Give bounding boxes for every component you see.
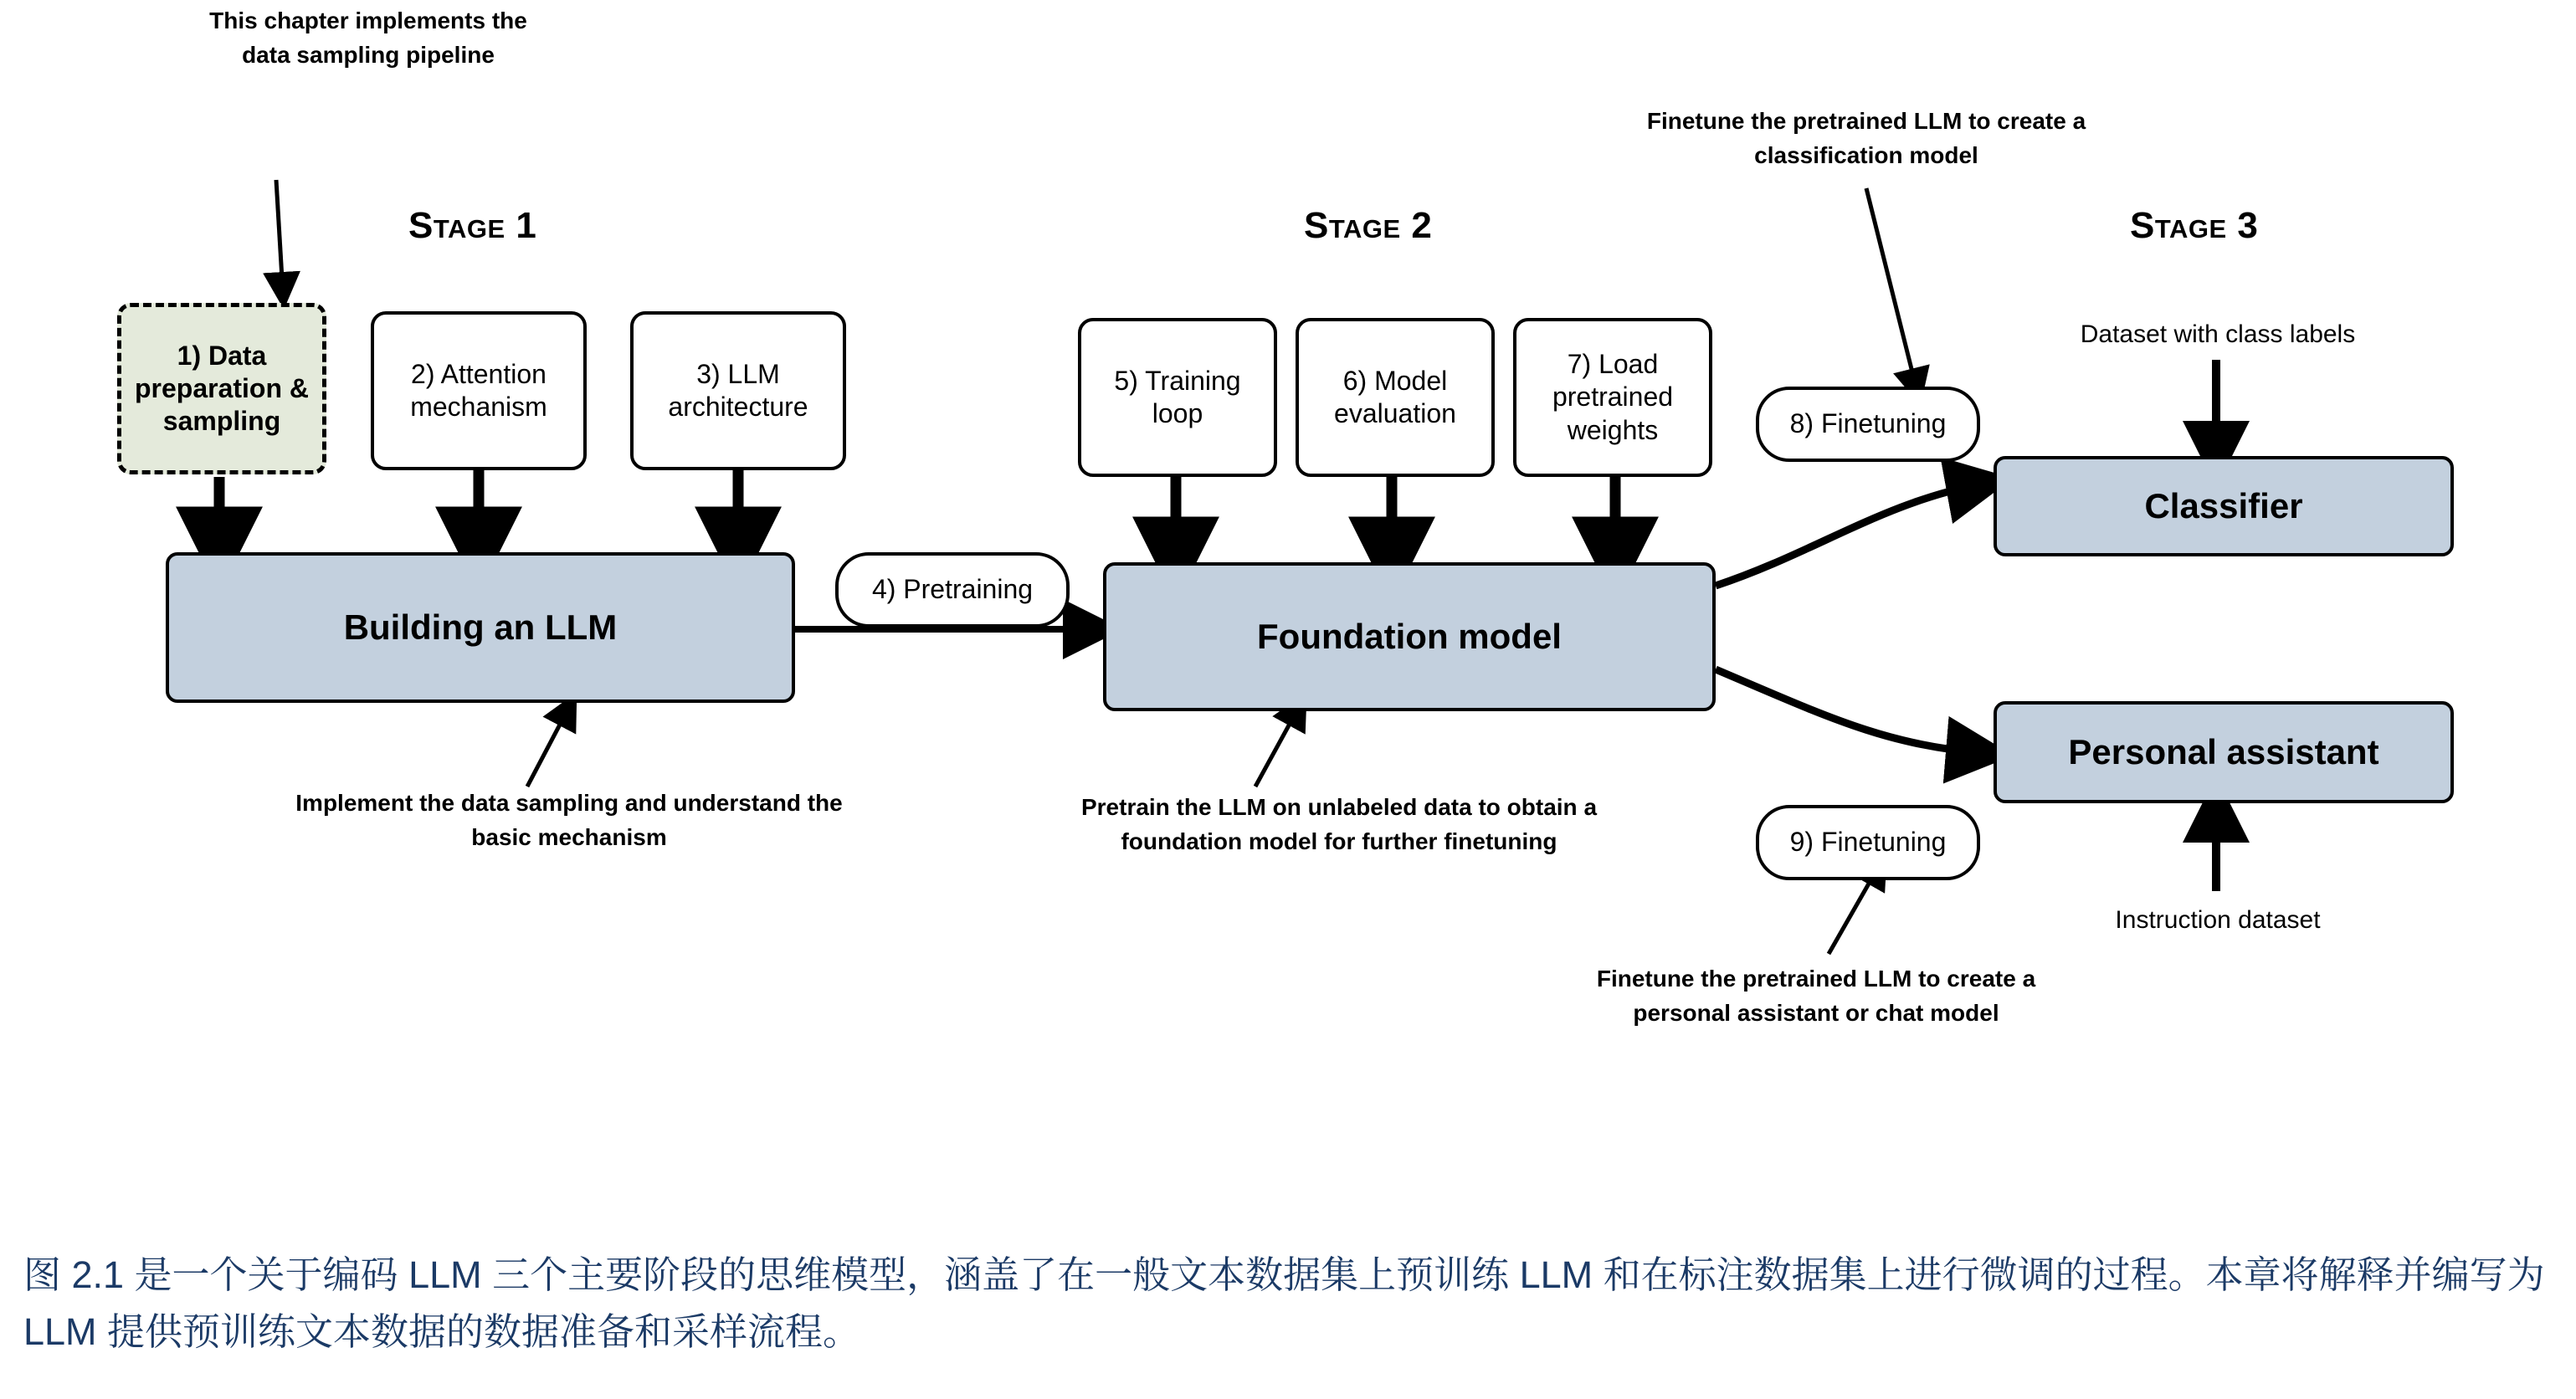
label-dataset-class-labels: Dataset with class labels — [2080, 320, 2356, 348]
annotation-classification-note: Finetune the pretrained LLM to create a classification model — [1646, 108, 2086, 168]
node-llm-architecture[interactable]: 3) LLM architecture — [630, 311, 846, 470]
stage-label-1: Stage 1 — [408, 205, 537, 246]
node-model-evaluation[interactable]: 6) Model evaluation — [1296, 318, 1495, 477]
node-attention-mechanism[interactable]: 2) Attention mechanism — [371, 311, 587, 470]
annotation-implement-note: Implement the data sampling and understand the basic mechanism — [295, 790, 843, 850]
node-finetuning-8[interactable]: 8) Finetuning — [1756, 387, 1980, 462]
node-building-an-llm[interactable]: Building an LLM — [166, 552, 795, 703]
node-pretraining[interactable]: 4) Pretraining — [835, 552, 1070, 628]
figure-caption: 图 2.1 是一个关于编码 LLM 三个主要阶段的思维模型，涵盖了在一般文本数据集上预训练 LLM 和在标注数据集上进行微调的过程。本章将解释并编写为 LLM 提供预训练文本数据的数据准备和采样流程。 — [23, 1253, 2545, 1354]
node-load-pretrained-weights[interactable]: 7) Load pretrained weights — [1513, 318, 1712, 477]
node-personal-assistant[interactable]: Personal assistant — [1994, 701, 2454, 803]
node-training-loop[interactable]: 5) Training loop — [1078, 318, 1277, 477]
annotation-pretrain-note: Pretrain the LLM on unlabeled data to obtain a foundation model for further finetuning — [1080, 794, 1598, 854]
label-instruction-dataset: Instruction dataset — [2115, 906, 2321, 934]
node-data-preparation-sampling[interactable]: 1) Data preparation & sampling — [117, 303, 326, 474]
annotation-assistant-note: Finetune the pretrained LLM to create a personal assistant or chat model — [1596, 966, 2036, 1026]
stage-label-2: Stage 2 — [1304, 205, 1433, 246]
node-finetuning-9[interactable]: 9) Finetuning — [1756, 805, 1980, 880]
stage-label-3: Stage 3 — [2130, 205, 2259, 246]
annotation-chapter-note: This chapter implements the data sampling pipeline — [209, 8, 527, 68]
node-foundation-model[interactable]: Foundation model — [1103, 562, 1716, 711]
node-classifier[interactable]: Classifier — [1994, 456, 2454, 556]
